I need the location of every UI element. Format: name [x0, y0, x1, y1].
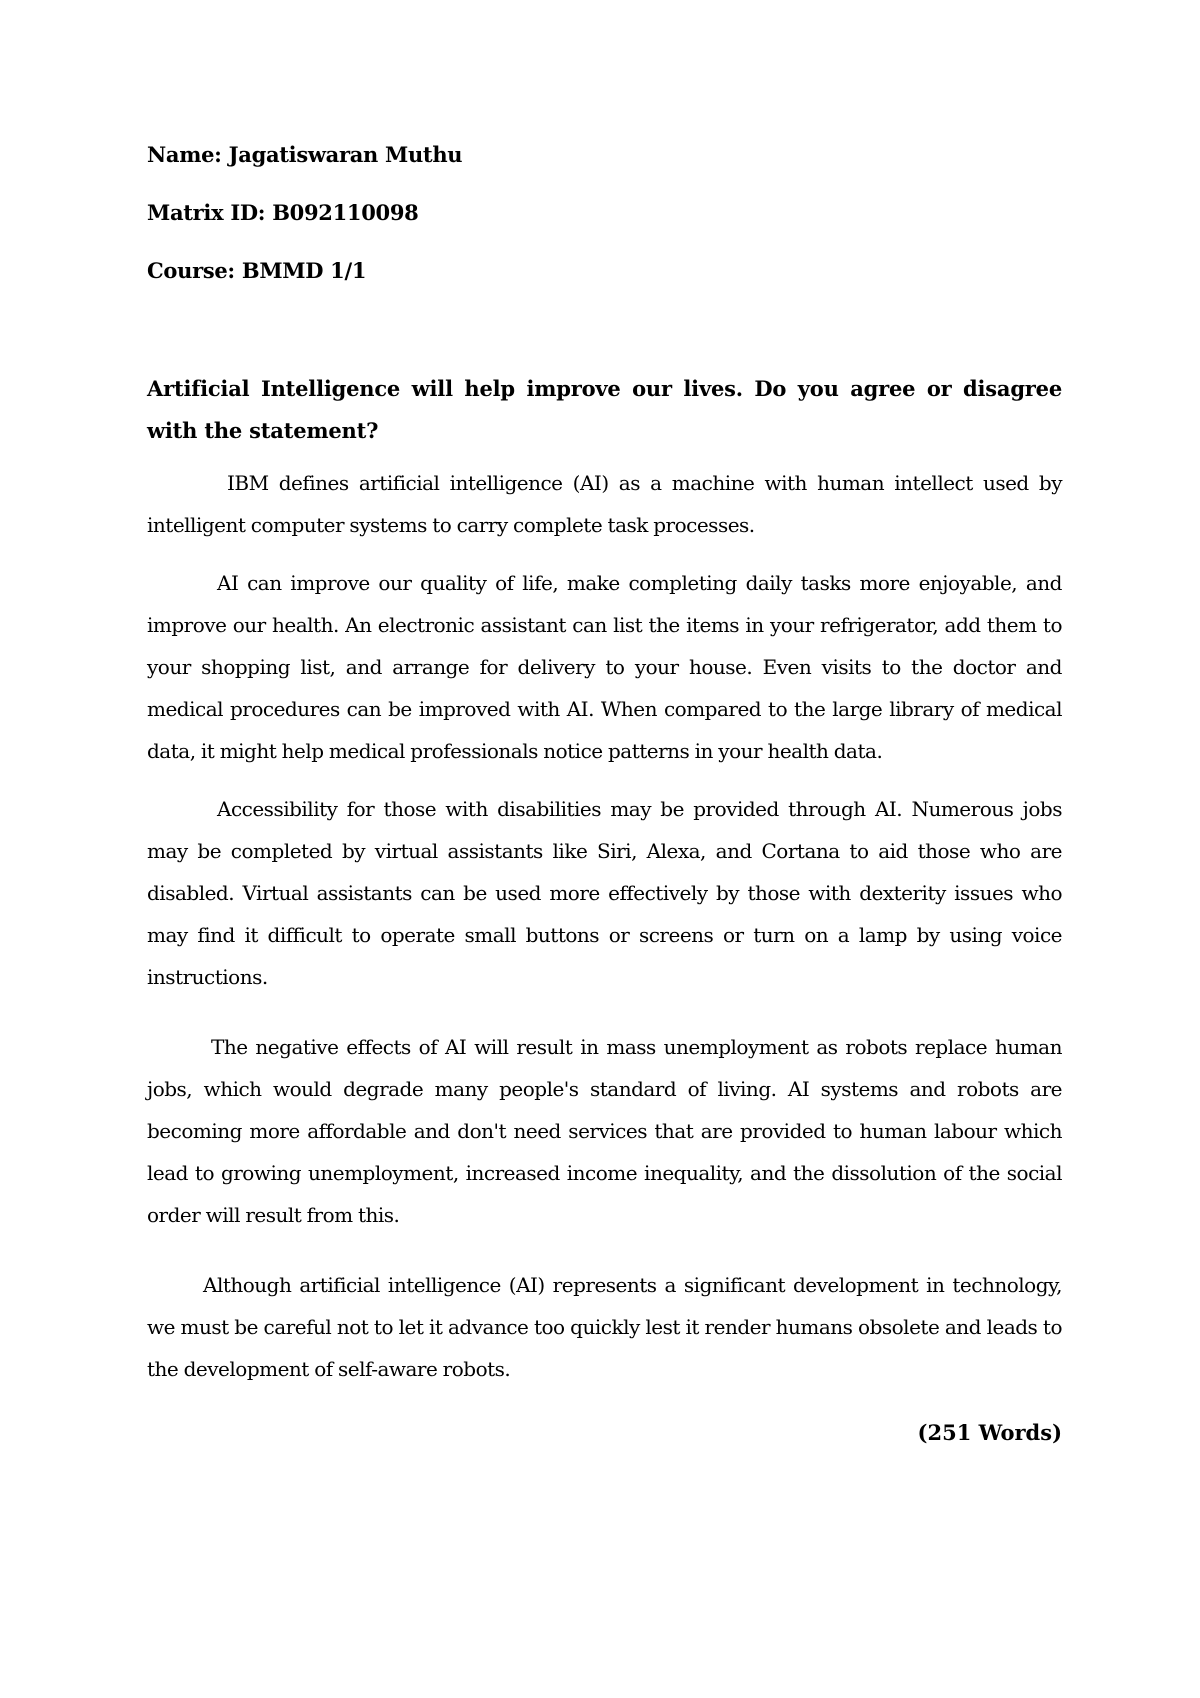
paragraph-negative-effects: The negative effects of AI will result in mass unemployment as robots replace human jobs, which would degrade many people's standard of living. AI systems and robots are becoming more affordable and don't need services that are provided to human labour which lead to growing unemployment, increased income inequality, and the dissolution of the social order will result from this.	[147, 1035, 1062, 1227]
student-name: Name: Jagatiswaran Muthu	[147, 142, 463, 167]
paragraph-accessibility: Accessibility for those with disabilities may be provided through AI. Numerous jobs may be completed by virtual assistants like Siri, Alexa, and Cortana to aid those who are disabled. Virtual assistants can be used more effectively by those with dexterity issues who may find it difficult to operate small buttons or screens or turn on a lamp by using voice instructions.	[147, 797, 1062, 989]
paragraph-quality-of-life: AI can improve our quality of life, make completing daily tasks more enjoyable, and improve our health. An electronic assistant can list the items in your refrigerator, add them to your shopping list, and arrange for delivery to your house. Even visits to the doctor and medical procedures can be improved with AI. When compared to the large library of medical data, it might help medical professionals notice patterns in your health data.	[147, 571, 1062, 763]
paragraph-conclusion: Although artificial intelligence (AI) represents a significant development in technology, we must be careful not to let it advance too quickly lest it render humans obsolete and leads to the development of self-aware robots.	[147, 1273, 1062, 1381]
word-count: (251 Words)	[917, 1420, 1062, 1445]
course: Course: BMMD 1/1	[147, 258, 367, 283]
paragraph-definition: IBM defines artificial intelligence (AI) as a machine with human intellect used by intelligent computer systems to carry complete task processes.	[147, 471, 1062, 537]
matrix-id: Matrix ID: B092110098	[147, 200, 419, 225]
essay-question: Artificial Intelligence will help improve our lives. Do you agree or disagree with the statement?	[147, 376, 1062, 443]
document-body	[147, 140, 1062, 1448]
